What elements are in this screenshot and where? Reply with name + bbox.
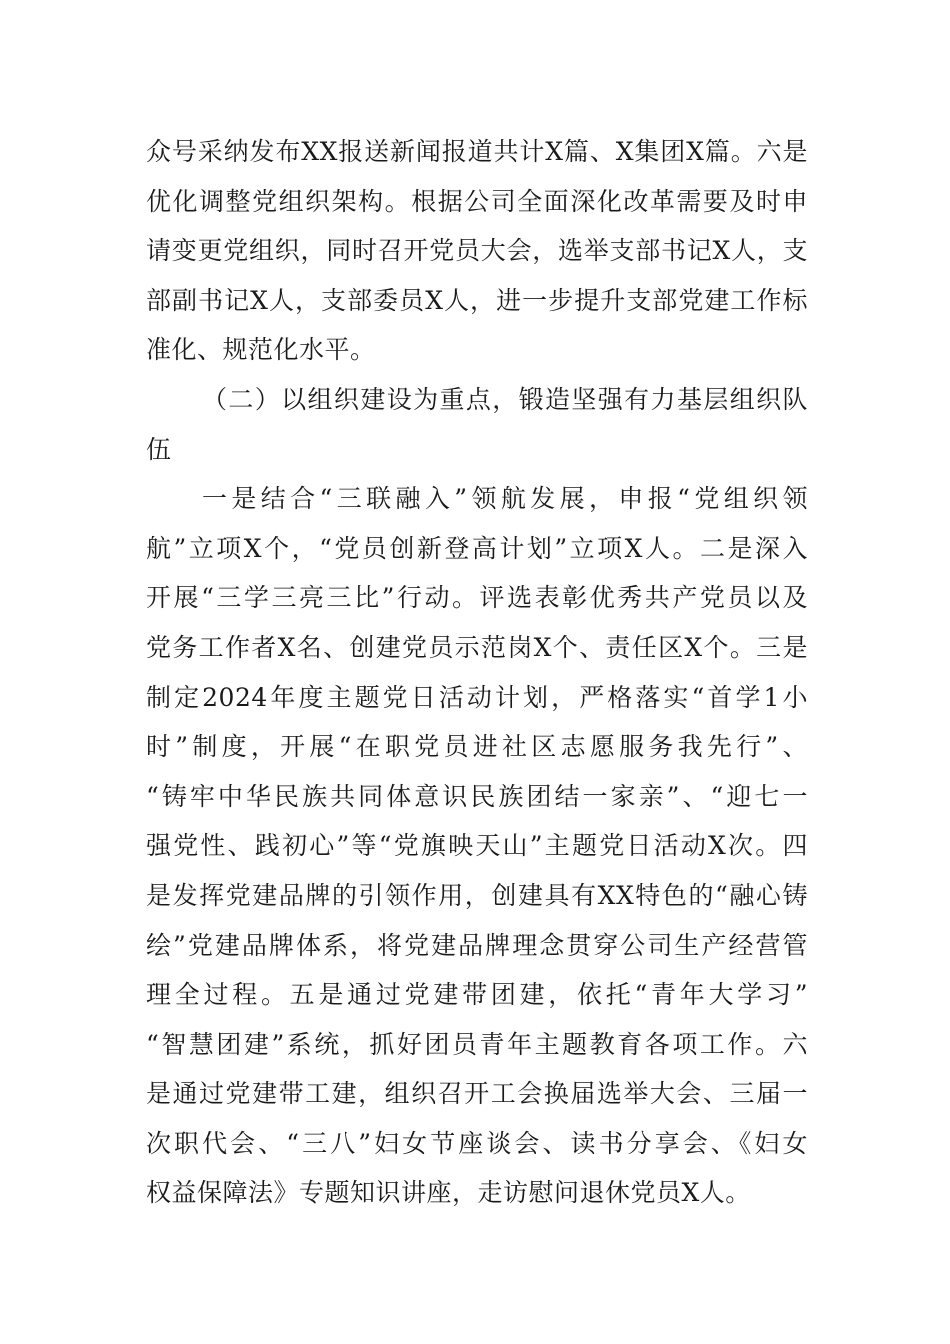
text-line: 次职代会、“三八”妇女节座谈会、读书分享会、《妇女 <box>146 1128 808 1158</box>
text-line: 绘”党建品牌体系，将党建品牌理念贯穿公司生产经营管 <box>146 930 808 960</box>
text-line: 开展“三学三亮三比”行动。评选表彰优秀共产党员以及 <box>146 583 808 613</box>
text-line: 是通过党建带工建，组织召开工会换届选举大会、三届一 <box>146 1079 808 1109</box>
text-line: 众号采纳发布XX报送新闻报道共计X篇、X集团X篇。六是 <box>146 137 808 166</box>
text-line: 请变更党组织，同时召开党员大会，选举支部书记X人，支 <box>146 236 808 266</box>
text-line: “智慧团建”系统，抓好团员青年主题教育各项工作。六 <box>146 1029 808 1059</box>
text-line: 制定2024年度主题党日活动计划，严格落实“首学1小 <box>146 682 808 712</box>
document-body <box>146 127 808 1218</box>
text-line: 是发挥党建品牌的引领作用，创建具有XX特色的“融心铸 <box>146 880 808 910</box>
text-line: 一是结合“三联融入”领航发展，申报“党组织领 <box>202 484 808 514</box>
text-line: “铸牢中华民族共同体意识民族团结一家亲”、“迎七一 <box>146 781 808 811</box>
text-line: 优化调整党组织架构。根据公司全面深化改革需要及时申 <box>146 186 808 216</box>
text-line: 时”制度，开展“在职党员进社区志愿服务我先行”、 <box>146 732 808 762</box>
text-line: 航”立项X个，“党员创新登高计划”立项X人。二是深入 <box>146 533 808 563</box>
text-line: 强党性、践初心”等“党旗映天山”主题党日活动X次。四 <box>146 831 808 861</box>
text-line: 权益保障法》专题知识讲座，走访慰问退休党员X人。 <box>146 1178 751 1208</box>
heading-line: （二）以组织建设为重点，锻造坚强有力基层组织队 <box>202 384 808 414</box>
heading-line: 伍 <box>146 434 172 464</box>
paragraph-organization-building <box>146 474 808 1218</box>
text-line: 准化、规范化水平。 <box>146 335 376 365</box>
text-line: 部副书记X人，支部委员X人，进一步提升支部党建工作标 <box>146 285 808 315</box>
paragraph-publicity-continuation <box>146 127 808 375</box>
section-heading-organization-building <box>146 375 808 474</box>
text-line: 理全过程。五是通过党建带团建，依托“青年大学习” <box>146 980 808 1010</box>
text-line: 党务工作者X名、创建党员示范岗X个、责任区X个。三是 <box>146 632 808 662</box>
